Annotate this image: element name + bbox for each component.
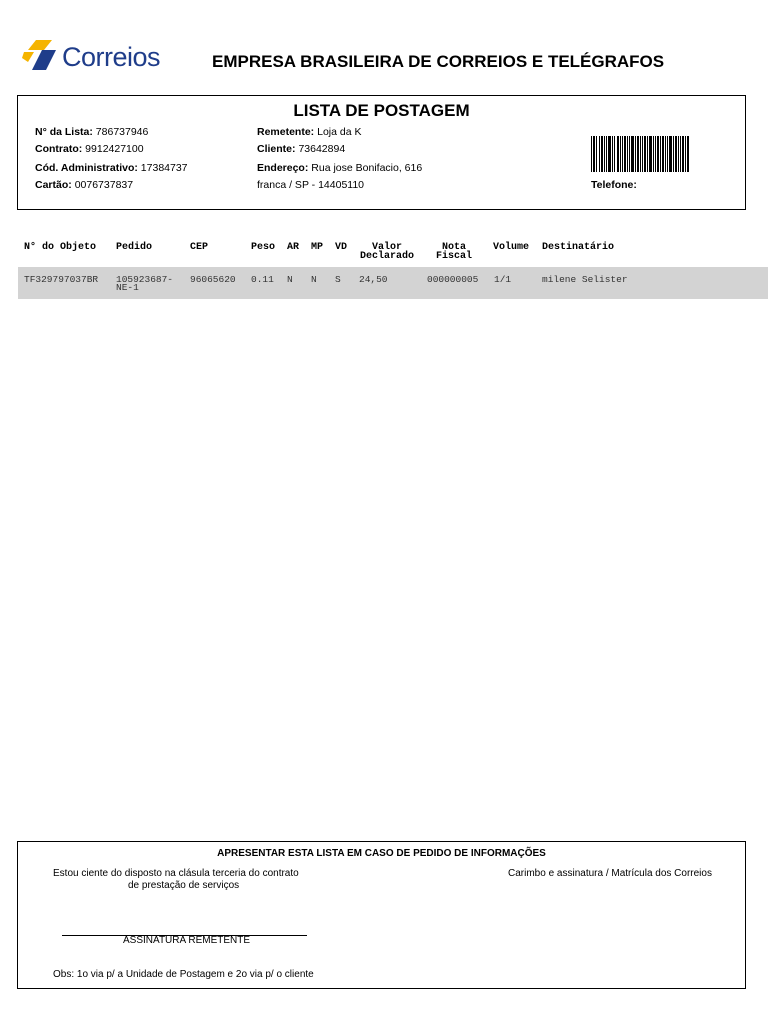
postagem-header bbox=[17, 95, 746, 210]
cod-admin-label: Cód. Administrativo: bbox=[35, 162, 138, 174]
cod-admin-field bbox=[35, 162, 188, 174]
barcode-icon bbox=[591, 136, 689, 172]
ciente-line-1: Estou ciente do disposto na clásula terceria do contrato bbox=[53, 868, 299, 879]
remetente-field bbox=[257, 126, 361, 138]
col-header-nota-fiscal: Nota Fiscal bbox=[435, 242, 472, 262]
cliente-value: 73642894 bbox=[298, 143, 346, 155]
cell-nota-fiscal: 000000005 bbox=[427, 274, 479, 285]
assinatura-label: ASSINATURA REMETENTE bbox=[123, 935, 251, 946]
col-header-objeto: N° do Objeto bbox=[24, 242, 97, 253]
contrato-value: 9912427100 bbox=[85, 143, 144, 155]
cell-volume: 1/1 bbox=[494, 274, 512, 285]
cell-ar: N bbox=[287, 274, 293, 285]
lista-field bbox=[35, 126, 148, 138]
col-header-volume: Volume bbox=[493, 242, 530, 253]
col-header-vd: VD bbox=[335, 242, 348, 253]
cell-peso: 0.11 bbox=[251, 274, 274, 285]
cell-destinatario: milene Selister bbox=[542, 274, 628, 285]
cell-valor-declarado: 24,50 bbox=[359, 274, 388, 285]
cliente-label: Cliente: bbox=[257, 143, 296, 155]
endereco-field bbox=[257, 162, 422, 174]
obs-text: Obs: 1o via p/ a Unidade de Postagem e 2o via p/ o cliente bbox=[53, 969, 314, 980]
cell-vd: S bbox=[335, 274, 341, 285]
logo-wordmark: Correios bbox=[62, 42, 161, 72]
list-title: LISTA DE POSTAGEM bbox=[293, 101, 470, 120]
col-header-cep: CEP bbox=[190, 242, 209, 253]
telefone-label: Telefone: bbox=[591, 179, 637, 191]
telefone-field bbox=[591, 179, 637, 191]
col-header-peso: Peso bbox=[251, 242, 276, 253]
correios-logo bbox=[22, 38, 162, 74]
col-header-ar: AR bbox=[287, 242, 300, 253]
cell-mp: N bbox=[311, 274, 317, 285]
remetente-value: Loja da K bbox=[317, 126, 362, 138]
cell-objeto: TF329797037BR bbox=[24, 274, 99, 285]
company-name: EMPRESA BRASILEIRA DE CORREIOS E TELÉGRAFOS bbox=[212, 52, 665, 71]
cod-admin-value: 17384737 bbox=[140, 162, 188, 174]
footer-box bbox=[17, 841, 746, 989]
col-header-pedido: Pedido bbox=[116, 242, 153, 253]
cell-cep: 96065620 bbox=[190, 274, 236, 285]
cidade-value: franca / SP - 14405110 bbox=[257, 179, 365, 191]
col-header-mp: MP bbox=[311, 242, 324, 253]
cartao-label: Cartão: bbox=[35, 179, 72, 191]
col-header-destinatario: Destinatário bbox=[542, 242, 615, 253]
cartao-value: 0076737837 bbox=[74, 179, 134, 191]
lista-label: N° da Lista: bbox=[35, 126, 93, 138]
cliente-field bbox=[257, 143, 345, 155]
footer-title: APRESENTAR ESTA LISTA EM CASO DE PEDIDO DE INFORMAÇÕES bbox=[217, 848, 546, 859]
lista-value: 786737946 bbox=[95, 126, 149, 138]
carimbo-label: Carimbo e assinatura / Matrícula dos Correios bbox=[508, 868, 712, 879]
ciente-line-2: de prestação de serviços bbox=[128, 880, 240, 891]
correios-logo-icon bbox=[22, 38, 60, 72]
endereco-value: Rua jose Bonifacio, 616 bbox=[311, 162, 423, 174]
cartao-field bbox=[35, 179, 133, 191]
remetente-label: Remetente: bbox=[257, 126, 315, 138]
contrato-label: Contrato: bbox=[35, 143, 83, 155]
col-header-valor-declarado: Valor Declarado bbox=[359, 242, 414, 262]
contrato-field bbox=[35, 143, 144, 155]
cell-pedido: 105923687- NE-1 bbox=[116, 274, 174, 293]
endereco-label: Endereço: bbox=[257, 162, 309, 174]
